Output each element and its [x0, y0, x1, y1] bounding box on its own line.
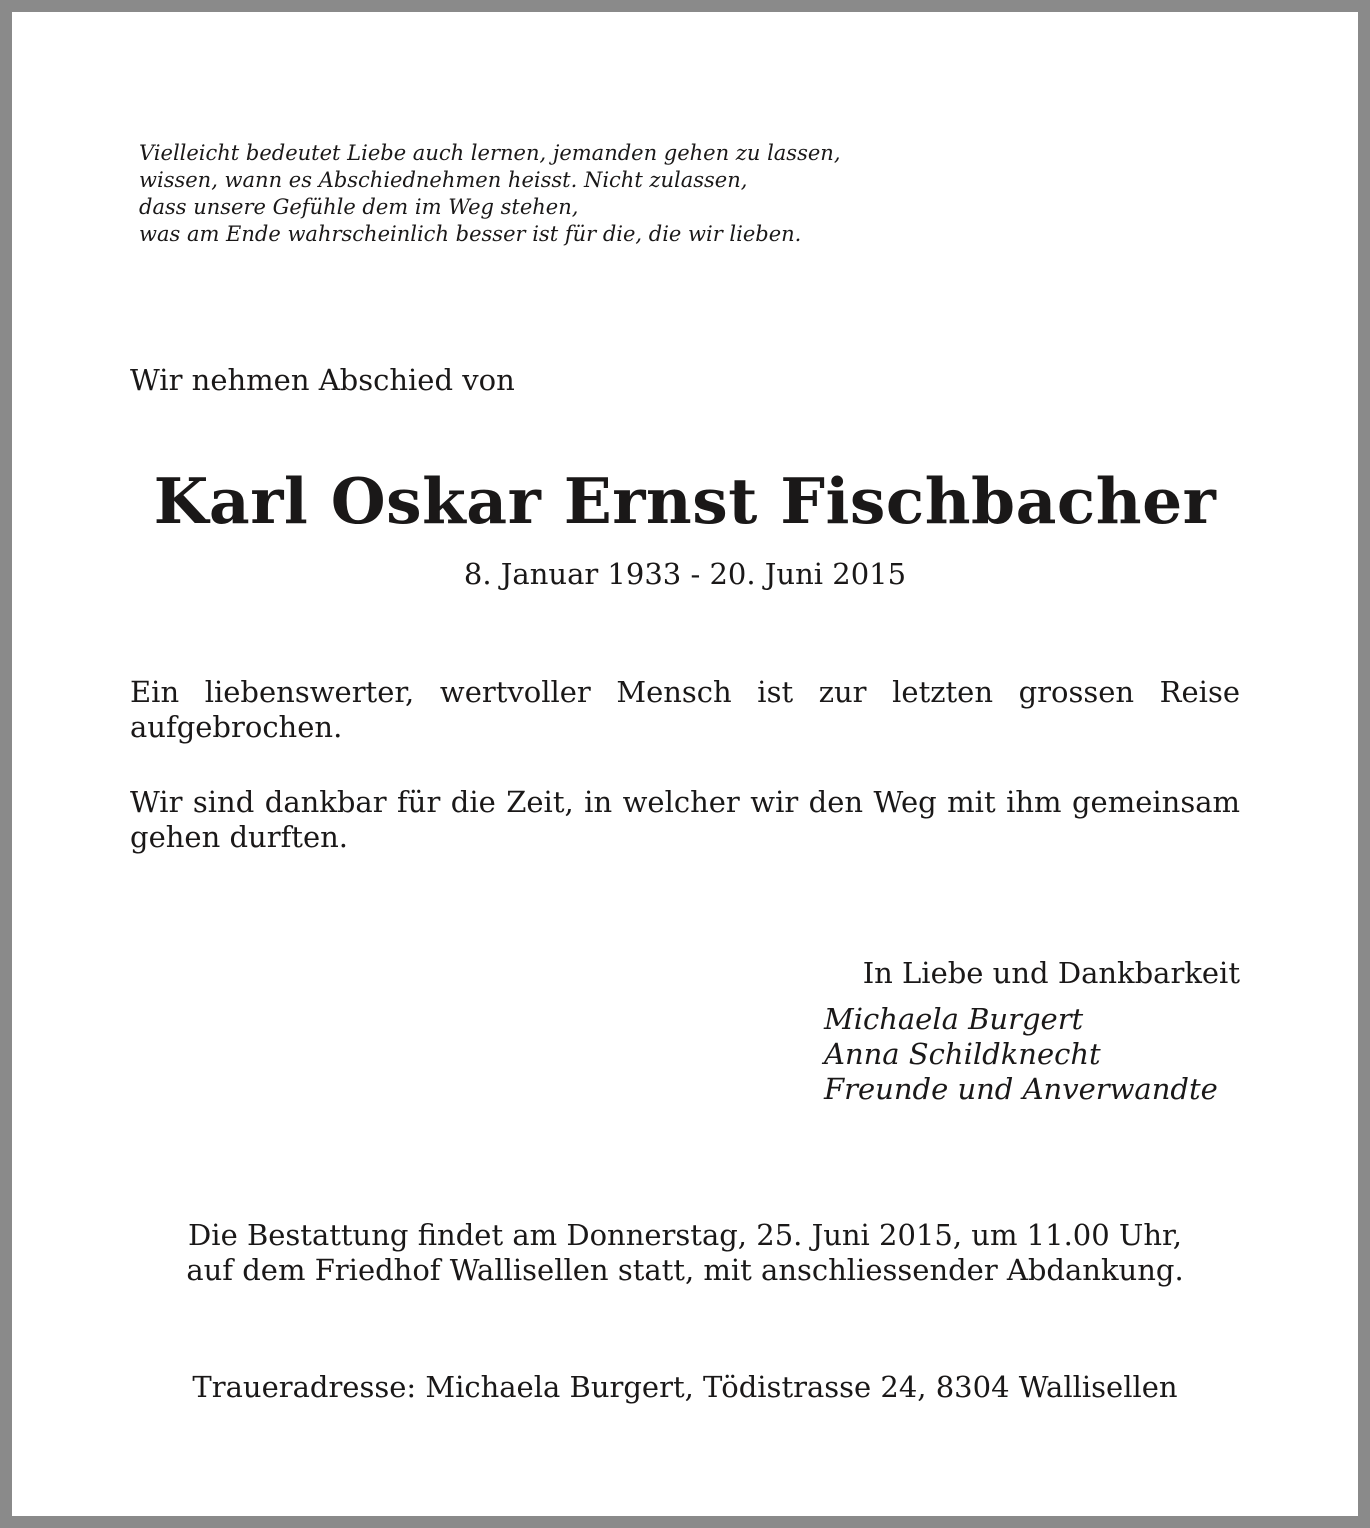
poem-line: Vielleicht bedeutet Liebe auch lernen, jemanden gehen zu lassen, — [139, 141, 841, 165]
farewell-intro: Wir nehmen Abschied von — [130, 363, 515, 397]
deceased-name: Karl Oskar Ernst Fischbacher — [153, 464, 1217, 538]
poem-line: dass unsere Gefühle dem im Weg stehen, — [139, 195, 579, 219]
poem-quote — [139, 140, 1039, 248]
signer-name: Anna Schildknecht — [824, 1037, 1101, 1071]
signer-name: Michaela Burgert — [824, 1002, 1084, 1036]
gratitude-paragraph: Wir sind dankbar für die Zeit, in welcher wir den Weg mit ihm gemeinsam gehen durften. — [130, 785, 1240, 854]
life-dates: 8. Januar 1933 - 20. Juni 2015 — [463, 557, 907, 591]
mourning-address: Traueradresse: Michaela Burgert, Tödistrasse 24, 8304 Wallisellen — [192, 1370, 1178, 1404]
funeral-line: auf dem Friedhof Wallisellen statt, mit anschliessender Abdankung. — [186, 1253, 1184, 1287]
signers-list — [824, 1002, 1218, 1107]
poem-line: wissen, wann es Abschiednehmen heisst. Nicht zulassen, — [139, 168, 748, 192]
signer-name: Freunde und Anverwandte — [824, 1072, 1218, 1106]
funeral-notice — [12, 1218, 1358, 1288]
closing-phrase: In Liebe und Dankbarkeit — [862, 956, 1240, 990]
obituary-page — [12, 12, 1358, 1516]
tribute-paragraph: Ein liebenswerter, wertvoller Mensch ist zur letzten grossen Reise aufgebrochen. — [130, 675, 1240, 744]
poem-line: was am Ende wahrscheinlich besser ist für die, die wir lieben. — [139, 222, 802, 246]
funeral-line: Die Bestattung findet am Donnerstag, 25. Juni 2015, um 11.00 Uhr, — [188, 1218, 1182, 1252]
